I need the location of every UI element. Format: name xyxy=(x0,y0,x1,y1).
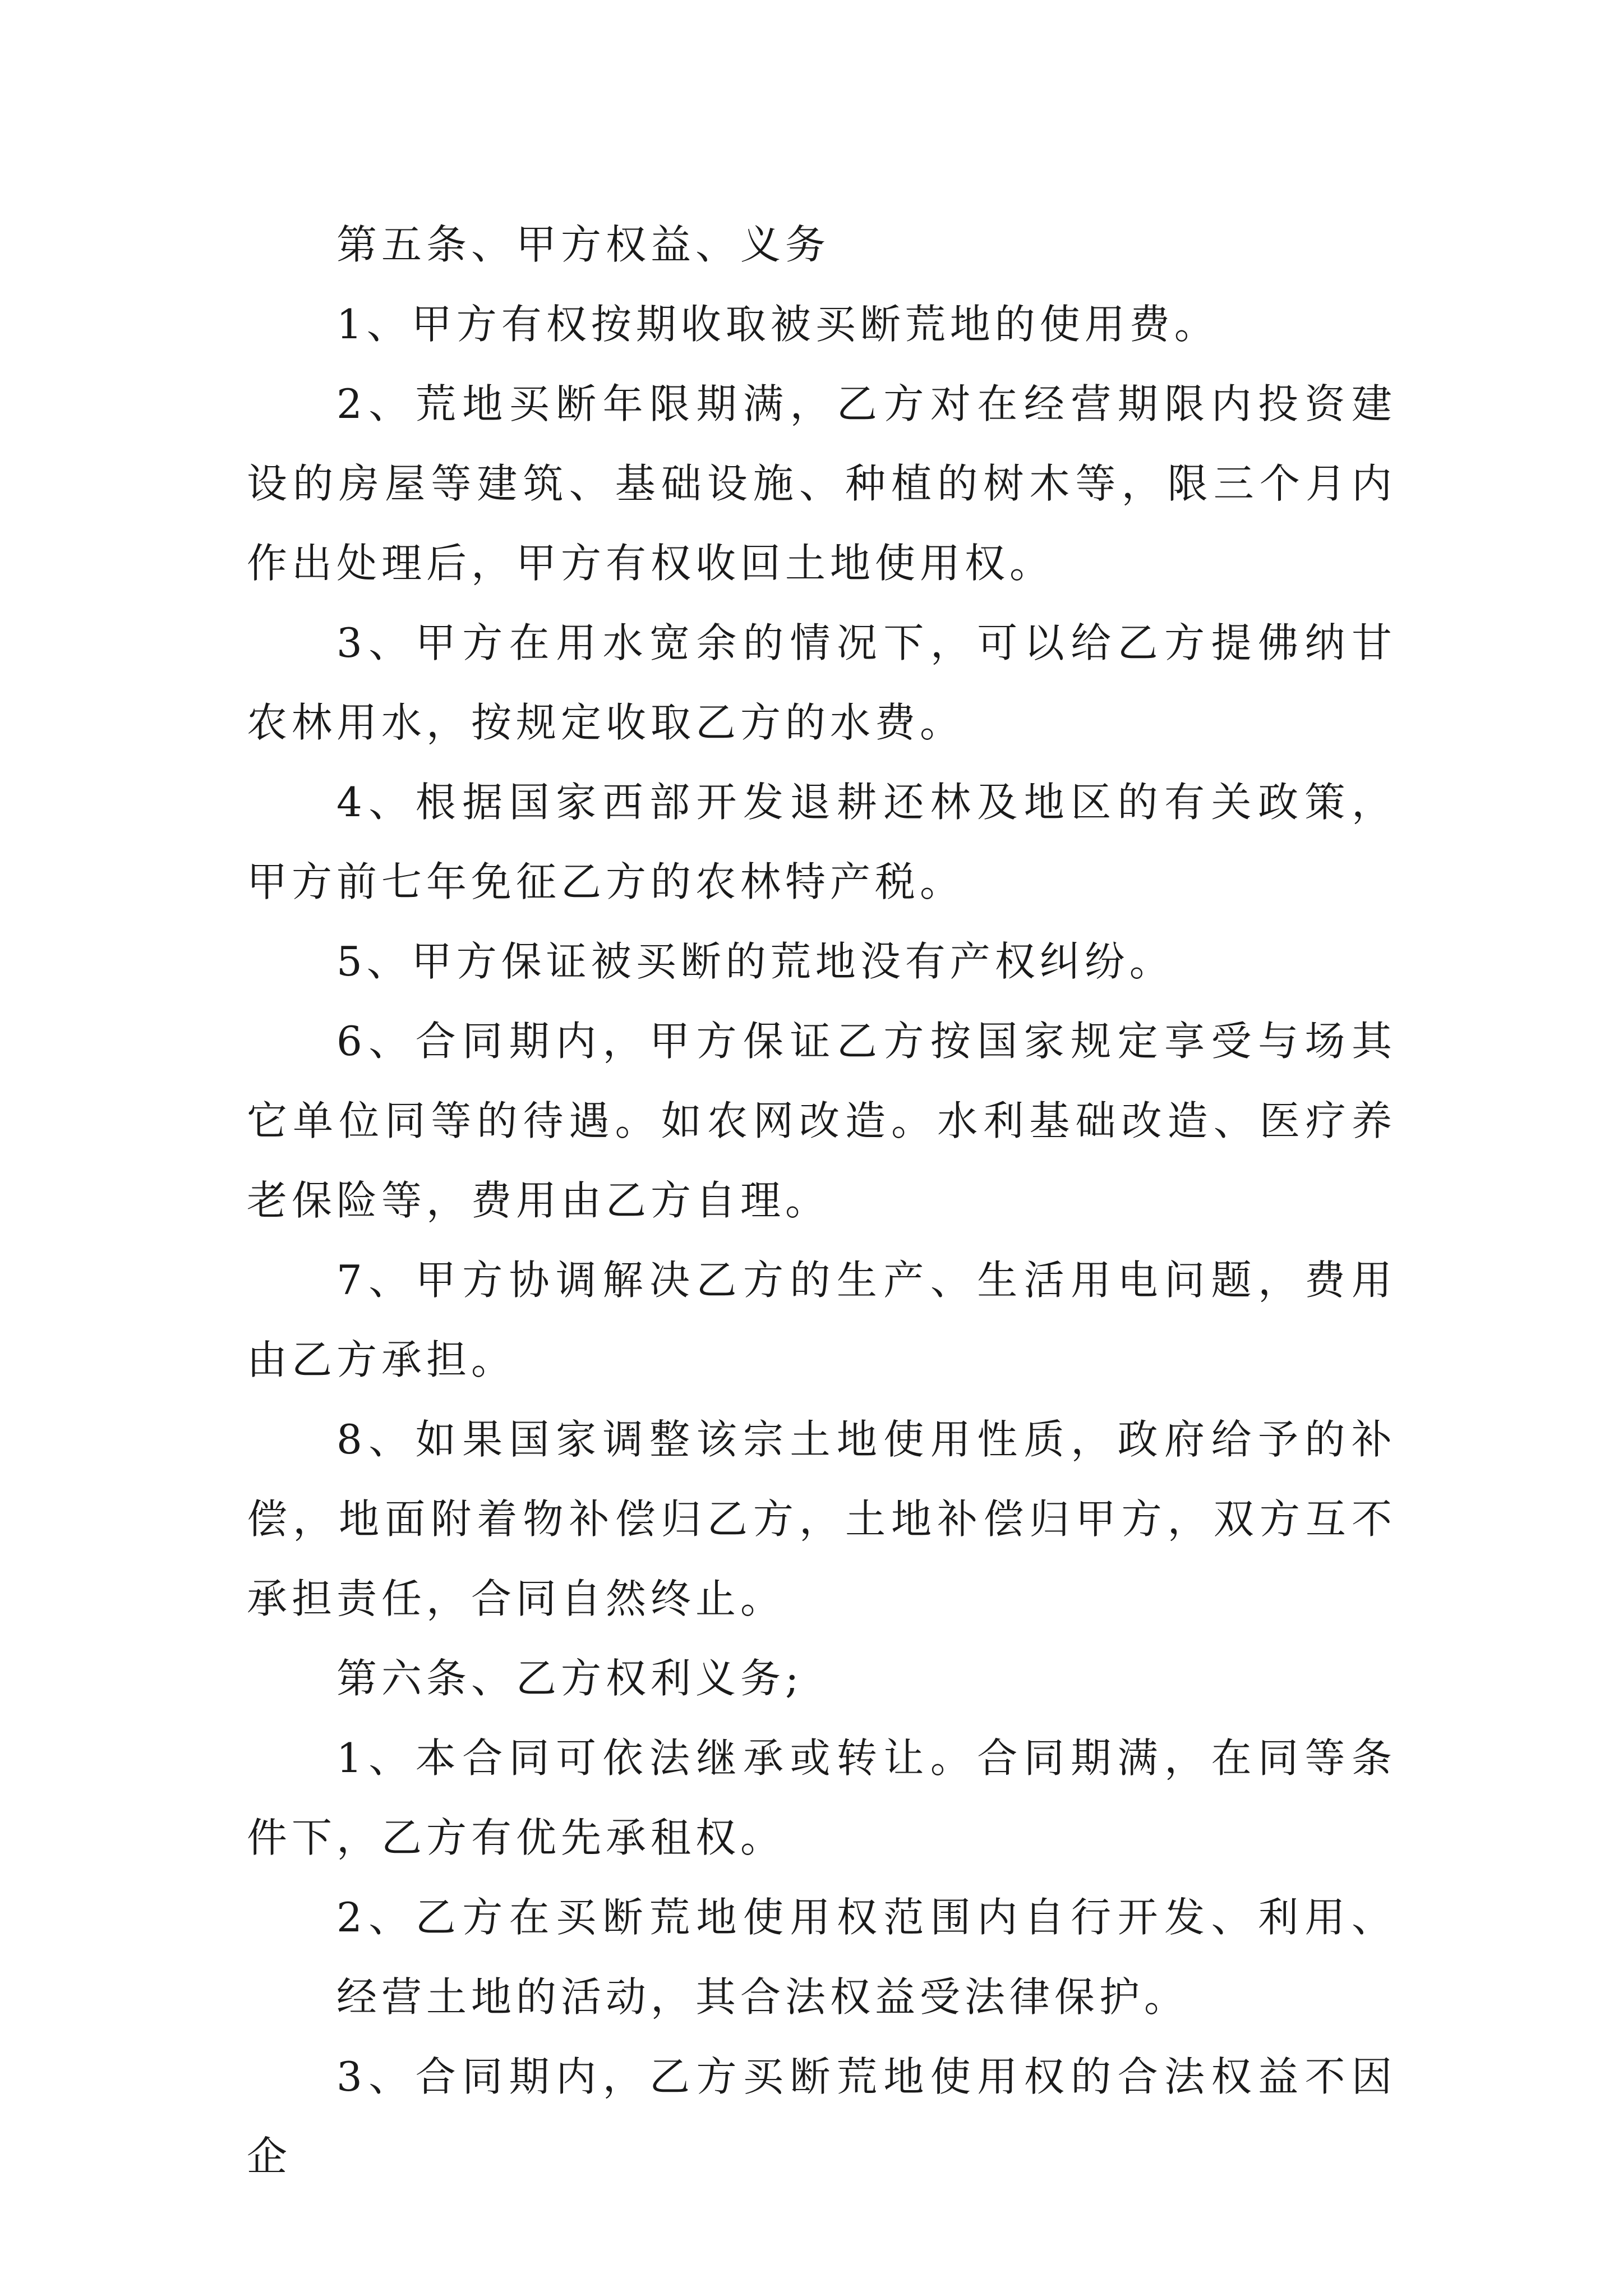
article-5-clause-6: 6、合同期内，甲方保证乙方按国家规定享受与场其它单位同等的待遇。如农网改造。水利基础改造、医疗养老保险等，费用由乙方自理。 xyxy=(247,1018,1396,1224)
article-5-clause-4: 4、根据国家西部开发退耕还林及地区的有关政策，甲方前七年免征乙方的农林特产税。 xyxy=(247,779,1396,905)
article-5-clause-1: 1、甲方有权按期收取被买断荒地的使用费。 xyxy=(336,301,1219,348)
article-6-heading: 第六条、乙方权利义务; xyxy=(336,1655,804,1702)
article-6-clause-2: 2、乙方在买断荒地使用权范围内自行开发、利用、经营土地的活动，其合法权益受法律保护。 xyxy=(336,1894,1396,2021)
article-5-clause-5: 5、甲方保证被买断的荒地没有产权纠纷。 xyxy=(336,938,1174,985)
document-body xyxy=(247,205,1396,2196)
article-6-clause-3: 3、合同期内，乙方买断荒地使用权的合法权益不因企 xyxy=(247,2053,1396,2180)
article-5-heading: 第五条、甲方权益、义务 xyxy=(336,221,831,268)
article-6-clause-1: 1、本合同可依法继承或转让。合同期满，在同等条件下，乙方有优先承租权。 xyxy=(247,1734,1396,1861)
article-5-clause-2: 2、荒地买断年限期满，乙方对在经营期限内投资建设的房屋等建筑、基础设施、种植的树木等，限三个月内作出处理后，甲方有权收回土地使用权。 xyxy=(247,380,1396,587)
article-5-clause-7: 7、甲方协调解决乙方的生产、生活用电问题，费用由乙方承担。 xyxy=(247,1257,1396,1383)
article-5-clause-3: 3、甲方在用水宽余的情况下，可以给乙方提佛纳甘农林用水，按规定收取乙方的水费。 xyxy=(247,619,1396,746)
article-5-clause-8: 8、如果国家调整该宗土地使用性质，政府给予的补偿，地面附着物补偿归乙方，土地补偿归甲方，双方互不承担责任，合同自然终止。 xyxy=(247,1416,1396,1622)
